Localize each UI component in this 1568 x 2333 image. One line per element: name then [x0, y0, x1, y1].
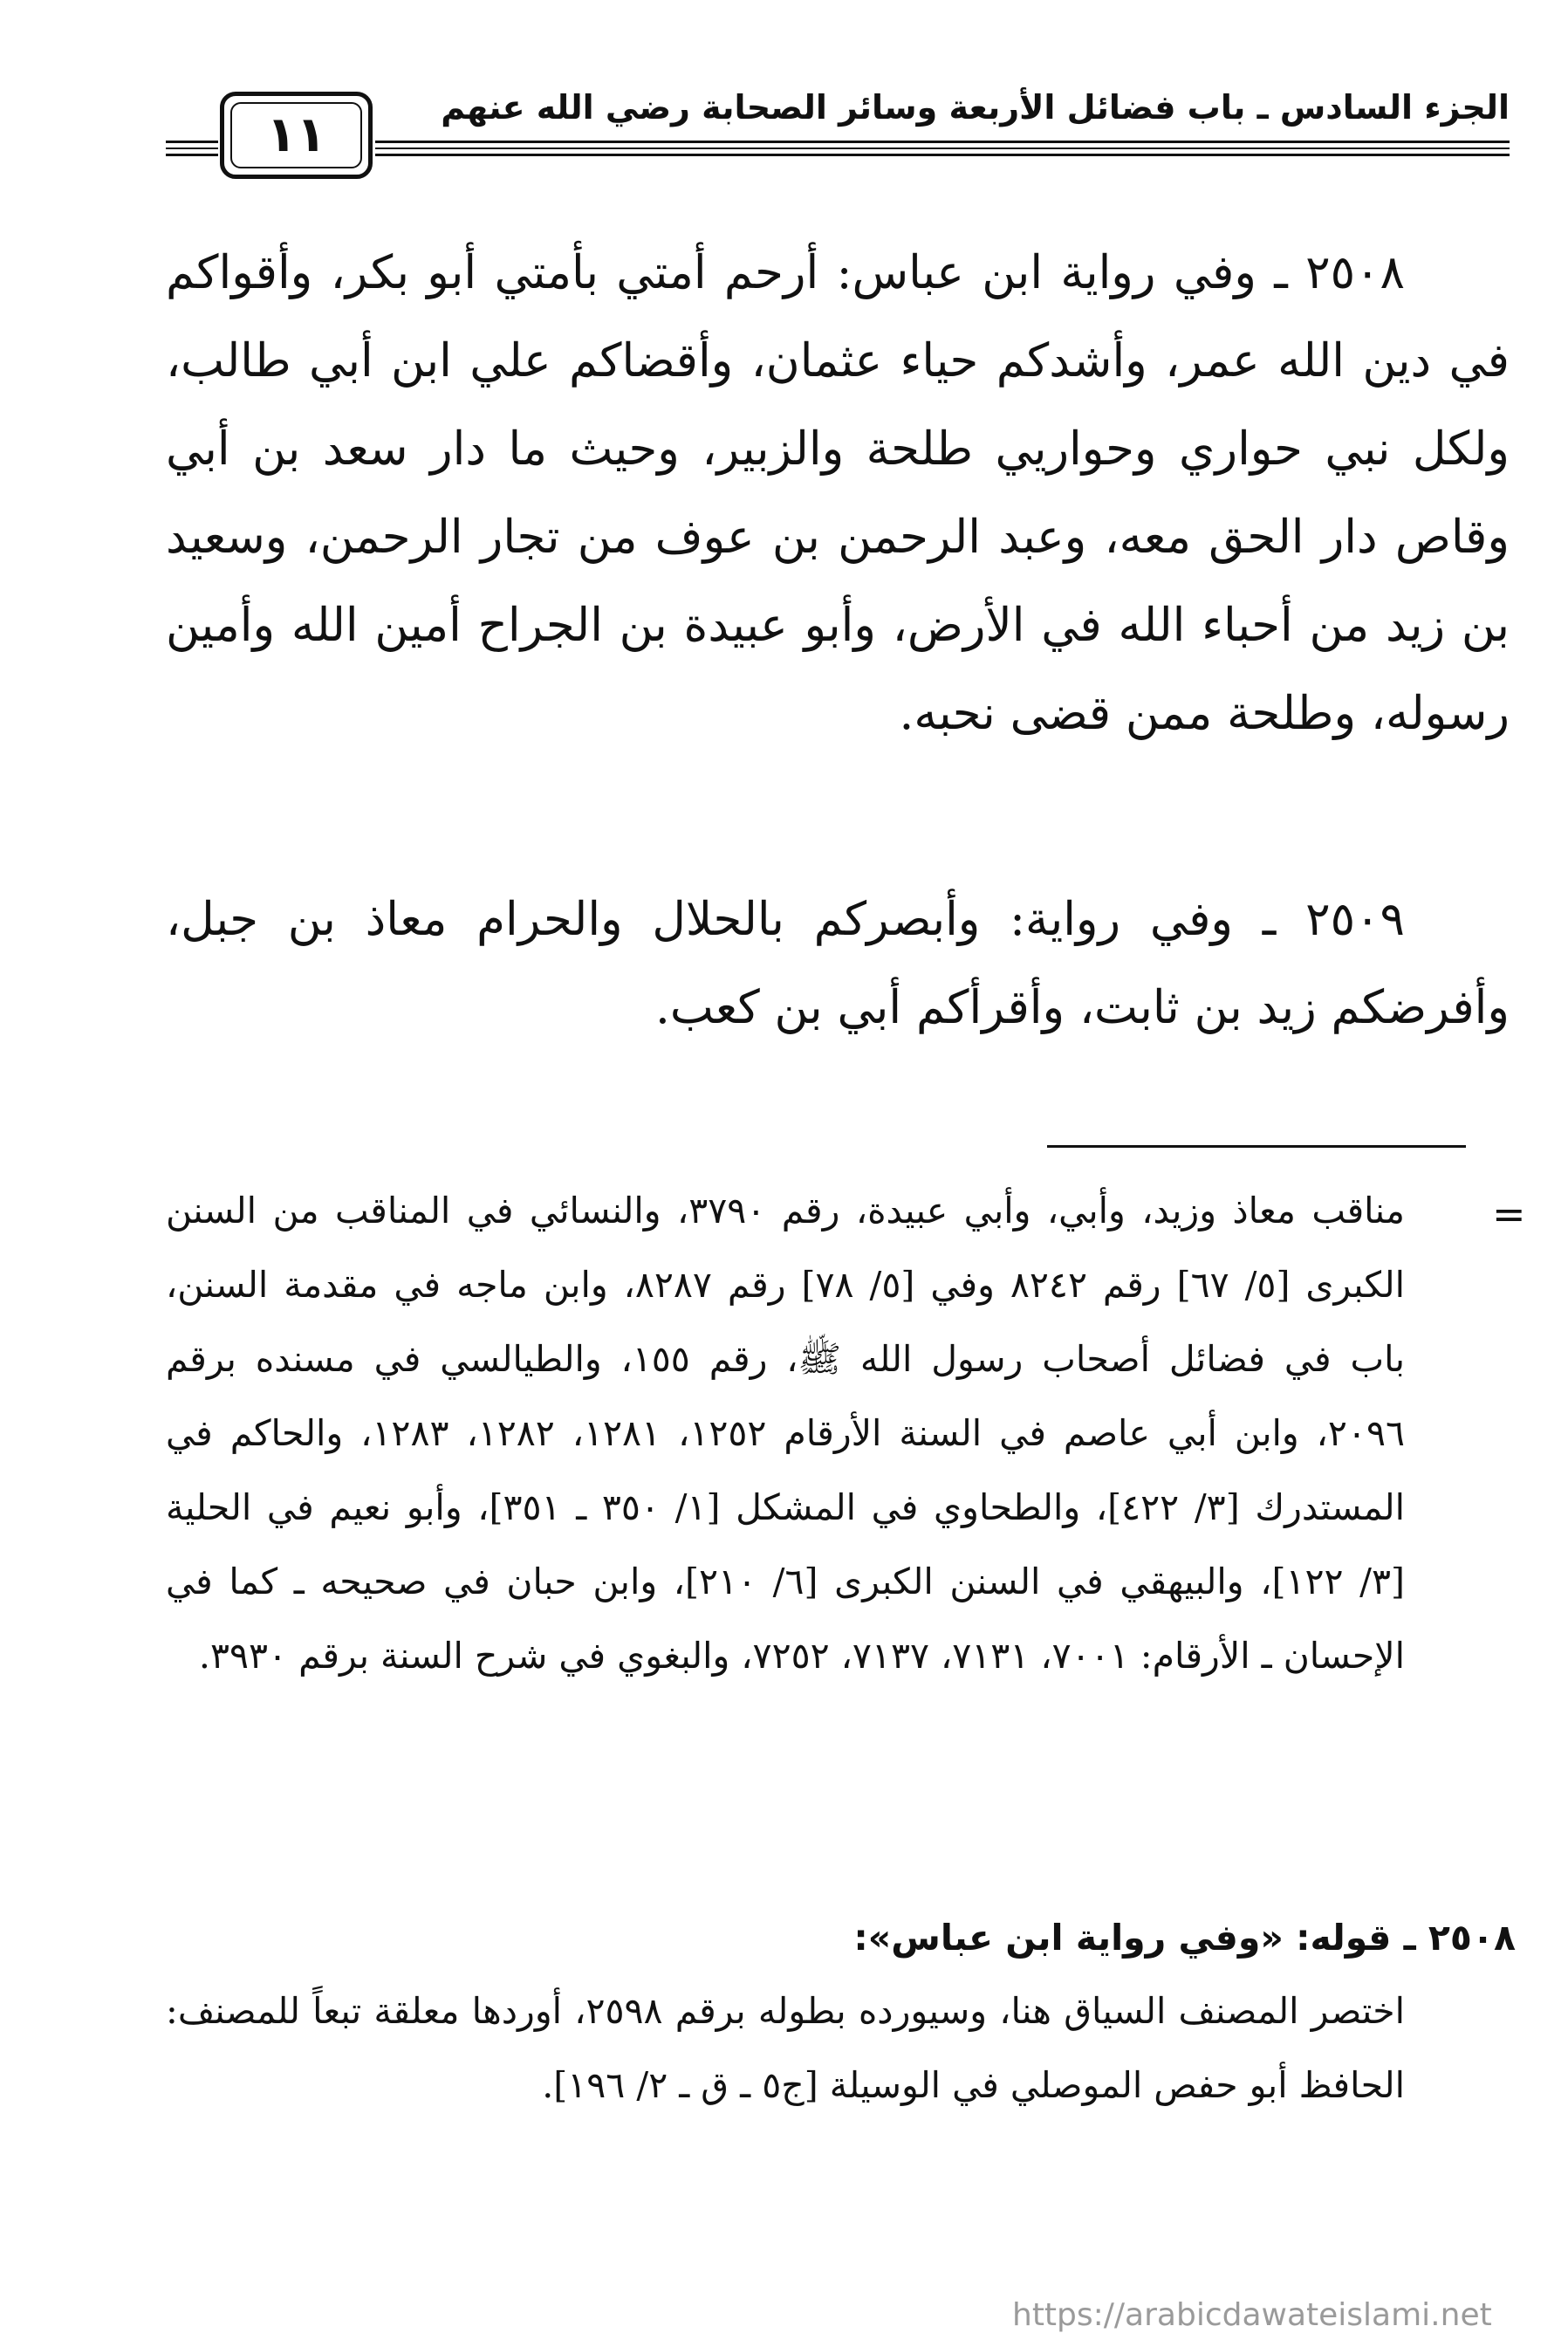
page-number: ١١ — [266, 106, 326, 163]
footnote-continued: مناقب معاذ وزيد، وأبي، وأبي عبيدة، رقم ٣٧٩٠، والنسائي في المناقب من السنن الكبرى [٥/ ٦٧] رقم ٨٢٤٢ وفي [٥/ ٧٨] رقم ٨٢٨٧، وابن ماجه في مقدمة السنن، باب في فضائل أصحاب رسول الله ﷺ، رقم ١٥٥، والطيالسي في مسنده برقم ٢٠٩٦، وابن أبي عاصم في السنة الأرقام ١٢٥٢، ١٢٨١، ١٢٨٢، ١٢٨٣، والحاكم في المستدرك [٣/ ٤٢٢]، والطحاوي في المشكل [١/ ٣٥٠ ـ ٣٥١]، وأبو نعيم في الحلية [٣/ ١٢٢]، والبيهقي في السنن الكبرى [٦/ ٢١٠]، وابن حبان في صحيحه ـ كما في الإحسان ـ الأرقام: ٧٠٠١، ٧١٣١، ٧١٣٧، ٧٢٥٢، والبغوي في شرح السنة برقم ٣٩٣٠. — [166, 1190, 1406, 1677]
footnote-continuation-mark: = — [1492, 1191, 1526, 1238]
page-header — [166, 83, 1510, 188]
header-rule — [166, 154, 218, 156]
header-rule — [375, 141, 1510, 143]
footnote-2508-text: اختصر المصنف السياق هنا، وسيورده بطوله برقم ٢٥٩٨، أوردها معلقة تبعاً للمصنف: الحافظ أبو حفص الموصلي في الوسيلة [ج٥ ـ ق ـ ٢/ ١٩٦]. — [166, 1990, 1406, 2106]
page-number-frame — [220, 92, 373, 179]
header-rule — [375, 154, 1510, 156]
running-title: الجزء السادس ـ باب فضائل الأربعة وسائر الصحابة رضي الله عنهم — [441, 88, 1510, 127]
hadith-2509: ٢٥٠٩ ـ وفي رواية: وأبصركم بالحلال والحرام معاذ بن جبل، وأفرضكم زيد بن ثابت، وأقرأكم أبي بن كعب. — [166, 893, 1510, 1034]
header-rule — [375, 148, 1510, 149]
hadith-2508: ٢٥٠٨ ـ وفي رواية ابن عباس: أرحم أمتي بأمتي أبو بكر، وأقواكم في دين الله عمر، وأشدكم حياء عثمان، وأقضاكم علي ابن أبي طالب، ولكل نبي حواري وحواريي طلحة والزبير، وحيث ما دار سعد بن أبي وقاص دار الحق معه، وعبد الرحمن بن عوف من تجار الرحمن، وسعيد بن زيد من أحباء الله في الأرض، وأبو عبيدة بن الجراح أمين الله وأمين رسوله، وطلحة ممن قضى نحبه. — [166, 246, 1510, 740]
header-rule — [166, 141, 218, 143]
footnote-2508-heading: ٢٥٠٨ ـ قوله: «وفي رواية ابن عباس»: — [853, 1917, 1516, 1959]
footnote-divider — [1047, 1145, 1466, 1148]
watermark-url: https://arabicdawateislami.net — [1012, 2297, 1492, 2333]
header-rule — [166, 148, 218, 149]
